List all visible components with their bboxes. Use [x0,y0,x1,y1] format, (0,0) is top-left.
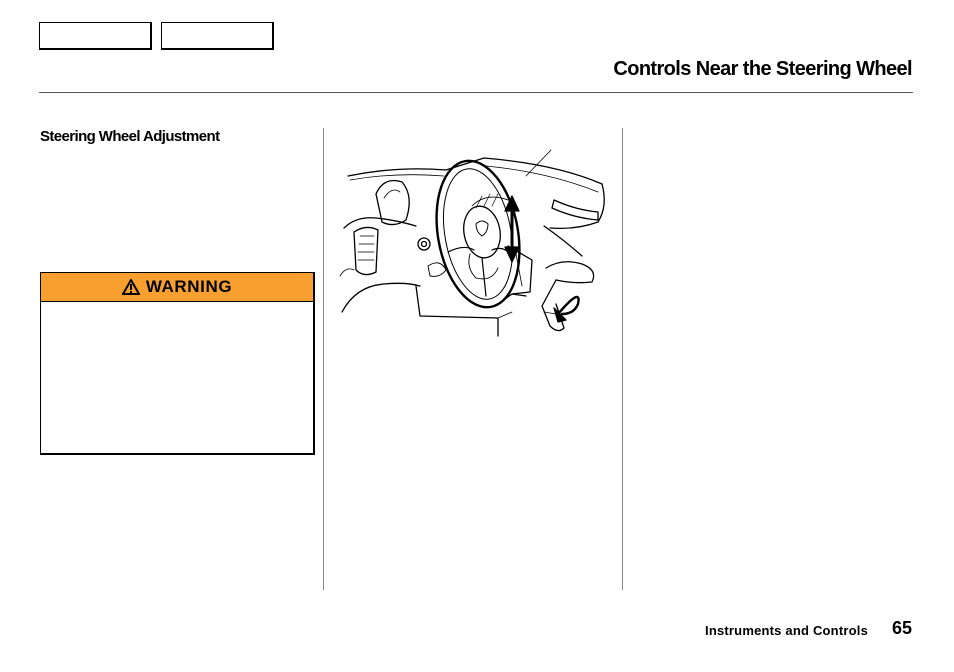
column-divider [622,128,623,590]
column-divider [323,128,324,590]
warning-label: WARNING [145,277,233,296]
section-heading: Steering Wheel Adjustment [40,128,220,145]
nav-button-previous[interactable] [39,22,152,50]
page-number: 65 [891,618,912,638]
title-divider [39,92,913,93]
warning-box [40,272,315,455]
nav-button-next[interactable] [161,22,274,50]
footer-section-name: Instruments and Controls [705,623,868,638]
steering-wheel-illustration [336,136,612,348]
warning-header [41,273,313,302]
page-title: Controls Near the Steering Wheel [613,58,912,80]
warning-triangle-icon [122,279,140,295]
